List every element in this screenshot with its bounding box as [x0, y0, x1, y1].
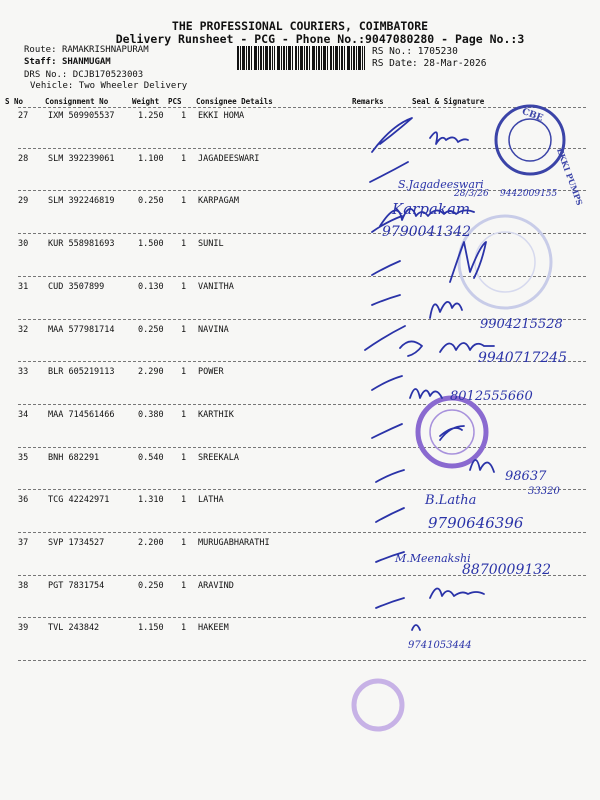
phone-row29: 9790041342: [382, 224, 472, 240]
cell-weight: 2.290: [138, 367, 164, 378]
cell-consignment: CUD 3507899: [48, 281, 105, 292]
rs-no-label: RS No.:: [372, 46, 413, 57]
cell-sno: 37: [18, 538, 29, 548]
cell-consignee: ARAVIND: [198, 580, 234, 591]
cell-consignee: KARPAGAM: [198, 196, 239, 207]
cell-consignee: POWER: [198, 367, 224, 378]
stamp-code: CBE: [520, 106, 545, 124]
cell-sno: 33: [18, 367, 29, 378]
cell-consignee: MURUGABHARATHI: [198, 538, 270, 548]
cell-consignee: SUNIL: [198, 239, 224, 250]
cell-consignment: BNH 682291: [48, 452, 100, 463]
cell-consignment: TCG 42242971: [48, 495, 110, 506]
vehicle-label: Vehicle:: [30, 81, 74, 91]
rs-date-label: RS Date:: [372, 58, 418, 69]
col-seal: Seal & Signature: [412, 97, 485, 106]
cell-pcs: 1: [181, 409, 187, 420]
phone-row32b: 9940717245: [478, 350, 568, 366]
cell-sno: 28: [18, 153, 29, 164]
cell-weight: 2.200: [138, 538, 164, 548]
cell-consignee: NAVINA: [198, 324, 229, 335]
cell-consignment: TVL 243842: [48, 623, 100, 634]
drs-label: DRS No.:: [24, 70, 68, 80]
cell-pcs: 1: [181, 538, 187, 548]
cell-consignee: KARTHIK: [198, 409, 234, 420]
cell-pcs: 1: [181, 367, 187, 378]
vehicle-value: Two Wheeler Delivery: [78, 81, 188, 91]
cell-pcs: 1: [181, 324, 187, 335]
staff-value: SHANMUGAM: [61, 57, 111, 67]
num-row35b: 33320: [528, 486, 560, 497]
cell-pcs: 1: [181, 196, 187, 207]
cell-sno: 38: [18, 580, 29, 591]
cell-sno: 36: [18, 495, 29, 506]
cell-consignee: VANITHA: [198, 281, 234, 292]
phone-row37: 8870009132: [462, 562, 552, 578]
cell-consignee: LATHA: [198, 495, 224, 506]
drs-value: DCJB170523003: [72, 70, 144, 80]
phone-row28: 9442009155: [500, 189, 558, 199]
cell-sno: 32: [18, 324, 29, 335]
cell-consignment: MAA 714561466: [48, 409, 115, 420]
sig-row37: M.Meenakshi: [395, 552, 471, 565]
phone-row39: 9741053444: [408, 640, 472, 651]
date-row28: 28/3/26: [454, 189, 489, 199]
route-value: RAMAKRISHNAPURAM: [61, 45, 149, 55]
cell-pcs: 1: [181, 452, 187, 463]
col-pcs: PCS: [168, 97, 182, 106]
cell-pcs: 1: [181, 580, 187, 591]
cell-weight: 1.500: [138, 239, 164, 250]
cell-consignment: MAA 577981714: [48, 324, 115, 335]
rs-no-value: 1705230: [417, 46, 458, 57]
cell-pcs: 1: [181, 153, 187, 164]
cell-consignment: PGT 7831754: [48, 580, 105, 591]
cell-weight: 1.310: [138, 495, 164, 506]
cell-consignee: EKKI HOMA: [198, 111, 245, 121]
cell-weight: 0.250: [138, 196, 164, 207]
col-remarks: Remarks: [352, 97, 384, 106]
sig-row36: B.Latha: [425, 493, 477, 508]
route-label: Route:: [24, 45, 57, 55]
cell-weight: 0.250: [138, 580, 164, 591]
col-consignment: Consignment No: [45, 97, 109, 106]
cell-consignment: SVP 1734527: [48, 538, 105, 548]
cell-weight: 1.150: [138, 623, 164, 634]
col-consignee: Consignee Details: [196, 97, 273, 106]
sig-row29: Karpakam: [392, 200, 471, 218]
phone-row32a: 9904215528: [480, 317, 563, 332]
num-row35a: 98637: [505, 469, 547, 484]
cell-consignment: BLR 605219113: [48, 367, 115, 378]
staff-label: Staff:: [24, 57, 57, 67]
cell-weight: 0.130: [138, 281, 164, 292]
cell-sno: 39: [18, 623, 29, 634]
cell-consignment: SLM 392239061: [48, 153, 115, 164]
cell-pcs: 1: [181, 281, 187, 292]
cell-sno: 35: [18, 452, 29, 463]
cell-sno: 31: [18, 281, 29, 292]
phone-row36: 9790646396: [428, 514, 524, 532]
cell-sno: 30: [18, 239, 29, 250]
cell-sno: 27: [18, 111, 29, 121]
cell-pcs: 1: [181, 623, 187, 634]
cell-weight: 0.380: [138, 409, 164, 420]
cell-weight: 1.100: [138, 153, 164, 164]
col-sno: S No: [5, 97, 24, 106]
cell-weight: 0.540: [138, 452, 164, 463]
cell-weight: 0.250: [138, 324, 164, 335]
stamp-text: EKKI PUMPS: [554, 146, 585, 207]
rs-date-value: 28-Mar-2026: [423, 58, 487, 69]
cell-consignee: JAGADEESWARI: [198, 153, 260, 164]
phone-row33: 8012555660: [450, 389, 533, 404]
cell-consignment: KUR 558981693: [48, 239, 115, 250]
sig-row28: S.Jagadeeswari: [398, 178, 484, 191]
cell-consignment: SLM 392246819: [48, 196, 115, 207]
cell-consignee: SREEKALA: [198, 452, 239, 463]
cell-pcs: 1: [181, 111, 187, 121]
runsheet-title: Delivery Runsheet - PCG - Phone No.:9047080280 - Page No.:3: [115, 32, 525, 46]
cell-sno: 29: [18, 196, 29, 207]
cell-consignment: IXM 509905537: [48, 111, 115, 121]
cell-sno: 34: [18, 409, 29, 420]
cell-pcs: 1: [181, 239, 187, 250]
cell-weight: 1.250: [138, 111, 164, 121]
col-weight: Weight: [132, 97, 160, 106]
cell-consignee: HAKEEM: [198, 623, 229, 634]
company-title: THE PROFESSIONAL COURIERS, COIMBATORE: [171, 19, 429, 33]
cell-pcs: 1: [181, 495, 187, 506]
